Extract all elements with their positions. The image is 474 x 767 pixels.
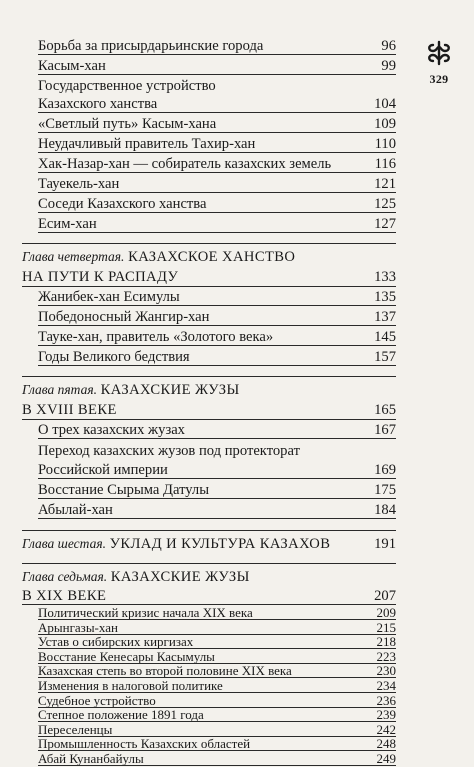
toc-entry bbox=[38, 634, 396, 649]
underline-rule bbox=[38, 212, 396, 213]
toc-entry-page: 239 bbox=[376, 707, 396, 723]
underline-rule bbox=[38, 707, 396, 708]
toc-entry-page: 215 bbox=[376, 619, 396, 635]
chapter-title-line2: В XVIII ВЕКЕ bbox=[22, 402, 117, 418]
toc-entry-page: 109 bbox=[374, 116, 396, 132]
toc-entry-page: 234 bbox=[376, 678, 396, 693]
chapter-page: 207 bbox=[374, 588, 396, 604]
toc-entry bbox=[38, 76, 396, 96]
chapter-label: Глава шестая. bbox=[22, 536, 106, 551]
chapter-heading bbox=[22, 247, 396, 267]
chapter-page: 191 bbox=[374, 536, 396, 552]
toc-entry-page: 230 bbox=[376, 663, 396, 679]
underline-rule bbox=[38, 172, 396, 173]
toc-entry-title: Изменения в налоговой политике bbox=[38, 678, 223, 693]
toc-entry-title: Восстание Кенесары Касымулы bbox=[38, 648, 215, 664]
toc-entry-title: Победоносный Жангир-хан bbox=[38, 309, 210, 325]
underline-rule bbox=[38, 232, 396, 233]
underline-rule bbox=[38, 498, 396, 499]
underline-rule bbox=[38, 518, 396, 519]
toc-entry-title: Жанибек-хан Есимулы bbox=[38, 289, 180, 305]
toc-entry-title: Судебное устройство bbox=[38, 692, 156, 708]
toc-entry bbox=[38, 56, 396, 76]
toc-entry bbox=[38, 678, 396, 693]
toc-entry-page: 125 bbox=[374, 196, 396, 212]
page-number: 329 bbox=[429, 72, 449, 86]
kazakh-ornament-icon bbox=[424, 38, 454, 68]
toc-entry-title: Российской империи bbox=[38, 462, 168, 478]
chapter-title-line2: НА ПУТИ К РАСПАДУ bbox=[22, 269, 179, 285]
chapter-title-line2: В XIX ВЕКЕ bbox=[22, 588, 107, 604]
section-divider bbox=[22, 563, 396, 564]
underline-rule bbox=[38, 325, 396, 326]
underline-rule bbox=[38, 692, 396, 693]
underline-rule bbox=[38, 132, 396, 133]
toc-entry-page: 249 bbox=[376, 751, 396, 766]
toc-entry bbox=[38, 134, 396, 154]
toc-entry bbox=[38, 693, 396, 708]
toc-entry bbox=[38, 154, 396, 174]
toc-entry bbox=[38, 751, 396, 766]
section-divider bbox=[22, 243, 396, 244]
toc-entry-page: 121 bbox=[374, 176, 396, 192]
toc-entry-title: Арынгазы-хан bbox=[38, 619, 118, 635]
toc-entry-title: Касым-хан bbox=[38, 58, 106, 74]
toc-entry bbox=[38, 663, 396, 678]
toc-entry-page: 110 bbox=[374, 136, 396, 152]
toc-entry-title: Восстание Сырыма Датулы bbox=[38, 482, 210, 498]
toc-entry bbox=[38, 420, 396, 440]
underline-rule bbox=[38, 750, 396, 751]
chapter-title: УКЛАД И КУЛЬТУРА КАЗАХОВ bbox=[109, 536, 331, 552]
toc-entry-title: Казахского ханства bbox=[38, 96, 158, 112]
toc-entry bbox=[38, 649, 396, 664]
toc-entry bbox=[38, 174, 396, 194]
underline-rule bbox=[38, 345, 396, 346]
toc-entry-title: Степное положение 1891 года bbox=[38, 707, 204, 723]
chapter-heading-cont bbox=[22, 586, 396, 606]
section-divider bbox=[22, 530, 396, 531]
underline-rule bbox=[38, 74, 396, 75]
toc-entry-page: 218 bbox=[376, 634, 396, 650]
toc-entry bbox=[38, 441, 396, 461]
toc-entry-title: «Светлый путь» Касым-хана bbox=[38, 116, 217, 132]
toc-entry-page: 184 bbox=[374, 502, 396, 518]
toc-entry-title: Борьба за присырдарьинские города bbox=[38, 38, 264, 54]
toc-entry bbox=[38, 287, 396, 307]
underline-rule bbox=[38, 736, 396, 737]
underline-rule bbox=[38, 648, 396, 649]
toc-entry-title: Переселенцы bbox=[38, 721, 113, 737]
toc-entry bbox=[38, 94, 396, 114]
chapter-label: Глава четвертая. bbox=[22, 249, 125, 264]
toc-entry-page: 116 bbox=[374, 156, 396, 172]
toc-entry-title: Государственное устройство bbox=[38, 78, 216, 94]
chapter-heading-cont bbox=[22, 400, 396, 420]
chapter-title: КАЗАХСКИЕ ЖУЗЫ bbox=[110, 569, 250, 585]
toc-entry-title: Казахская степь во второй половине XIX века bbox=[38, 663, 292, 679]
toc-entry bbox=[38, 347, 396, 367]
toc-entry-title: Абай Кунанбайулы bbox=[38, 751, 144, 766]
chapter-label: Глава пятая. bbox=[22, 382, 97, 397]
chapter-title: КАЗАХСКОЕ ХАНСТВО bbox=[128, 249, 296, 265]
toc-entry-page: 167 bbox=[374, 422, 396, 438]
toc-entry-title: Соседи Казахского ханства bbox=[38, 196, 207, 212]
toc-entry-page: 137 bbox=[374, 309, 396, 325]
toc-entry-title: О трех казахских жузах bbox=[38, 422, 185, 438]
toc-entry-title: Хак-Назар-хан — собиратель казахских земель bbox=[38, 156, 332, 172]
toc-entry-title: Политический кризис начала XIX века bbox=[38, 605, 253, 620]
chapter-heading bbox=[22, 380, 396, 400]
underline-rule bbox=[38, 438, 396, 439]
toc-entry bbox=[38, 707, 396, 722]
toc-entry-title: Тауекель-хан bbox=[38, 176, 120, 192]
toc-entry-page: 145 bbox=[374, 329, 396, 345]
underline-rule bbox=[38, 365, 396, 366]
toc-entry-page: 248 bbox=[376, 736, 396, 752]
toc-entry-title: Есим-хан bbox=[38, 216, 97, 232]
toc-entry-page: 236 bbox=[376, 692, 396, 708]
chapter-page: 165 bbox=[374, 402, 396, 418]
toc-entry bbox=[38, 736, 396, 751]
toc-entry-title: Переход казахских жузов под протекторат bbox=[38, 443, 300, 459]
toc-entry bbox=[38, 460, 396, 480]
toc-entry-title: Абылай-хан bbox=[38, 502, 113, 518]
chapter-page: 133 bbox=[374, 269, 396, 285]
underline-rule bbox=[38, 54, 396, 55]
chapter-title: КАЗАХСКИЕ ЖУЗЫ bbox=[100, 382, 240, 398]
chapter-heading bbox=[22, 567, 396, 587]
toc-entry-page: 127 bbox=[374, 216, 396, 232]
toc-entry-page: 135 bbox=[374, 289, 396, 305]
toc-entry-title: Промышленность Казахских областей bbox=[38, 736, 251, 752]
toc-entry-page: 104 bbox=[374, 96, 396, 112]
section-divider bbox=[22, 376, 396, 377]
toc-entry-title: Неудачливый правитель Тахир-хан bbox=[38, 136, 256, 152]
toc-entry-page: 99 bbox=[381, 58, 396, 74]
underline-rule bbox=[38, 112, 396, 113]
chapter-heading bbox=[22, 534, 396, 554]
toc-entry bbox=[38, 307, 396, 327]
underline-rule bbox=[38, 619, 396, 620]
toc-entry-title: Годы Великого бедствия bbox=[38, 349, 190, 365]
underline-rule bbox=[38, 765, 396, 766]
chapter-label: Глава седьмая. bbox=[22, 569, 108, 584]
toc-entry bbox=[38, 620, 396, 635]
toc-entry bbox=[38, 480, 396, 500]
toc-entry-title: Устав о сибирских киргизах bbox=[38, 634, 194, 650]
underline-rule bbox=[38, 663, 396, 664]
toc-entry bbox=[38, 605, 396, 620]
chapter-heading-cont bbox=[22, 267, 396, 287]
toc-entry bbox=[38, 327, 396, 347]
toc-entry-page: 242 bbox=[376, 721, 396, 737]
underline-rule bbox=[38, 721, 396, 722]
toc-entry bbox=[38, 114, 396, 134]
toc-entry bbox=[38, 194, 396, 214]
underline-rule bbox=[38, 192, 396, 193]
underline-rule bbox=[38, 677, 396, 678]
toc-entry bbox=[38, 36, 396, 56]
toc-entry-page: 209 bbox=[376, 605, 396, 620]
toc-entry-page: 169 bbox=[374, 462, 396, 478]
toc-entry-page: 175 bbox=[374, 482, 396, 498]
toc-entry-page: 223 bbox=[376, 648, 396, 664]
toc-entry-page: 157 bbox=[374, 349, 396, 365]
underline-rule bbox=[38, 634, 396, 635]
toc-entry-page: 96 bbox=[381, 38, 396, 54]
underline-rule bbox=[38, 152, 396, 153]
toc-entry bbox=[38, 500, 396, 520]
underline-rule bbox=[38, 305, 396, 306]
toc-entry bbox=[38, 214, 396, 234]
toc-entry-title: Тауке-хан, правитель «Золотого века» bbox=[38, 329, 274, 345]
underline-rule bbox=[38, 478, 396, 479]
toc-entry bbox=[38, 722, 396, 737]
